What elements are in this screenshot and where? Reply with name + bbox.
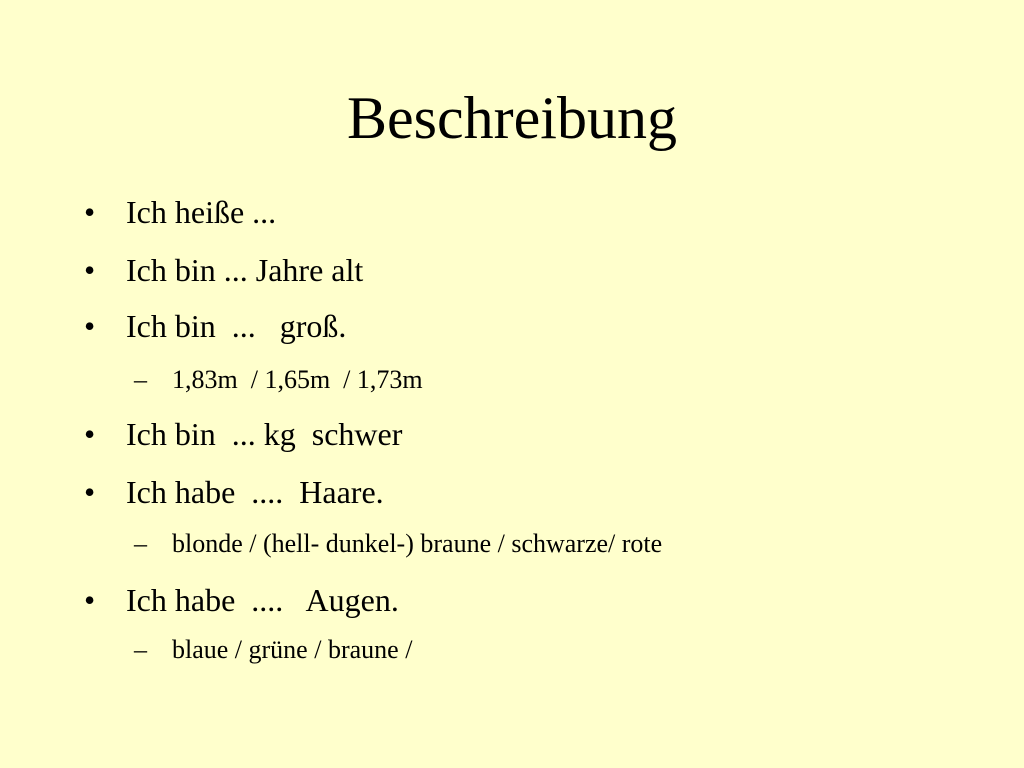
list-item: Ich bin ... groß. (126, 308, 347, 344)
bullet-marker: • (84, 308, 96, 344)
list-item: Ich bin ... kg schwer (126, 416, 403, 452)
list-item: Ich habe .... Augen. (126, 582, 399, 618)
sub-bullet-marker: – (134, 529, 147, 558)
bullet-marker: • (84, 582, 96, 618)
sub-bullet-marker: – (134, 365, 147, 394)
bullet-marker: • (84, 474, 96, 510)
bullet-marker: • (84, 194, 96, 230)
sub-list-item: blonde / (hell- dunkel-) braune / schwarze/ rote (172, 529, 663, 558)
sub-list-item: 1,83m / 1,65m / 1,73m (172, 365, 423, 394)
bullet-marker: • (84, 252, 96, 288)
list-item: Ich habe .... Haare. (126, 474, 384, 510)
sub-list-item: blaue / grüne / braune / (172, 635, 413, 664)
list-item: Ich heiße ... (126, 194, 277, 230)
list-item: Ich bin ... Jahre alt (126, 252, 364, 288)
slide-title: Beschreibung (347, 85, 677, 151)
bullet-marker: • (84, 416, 96, 452)
sub-bullet-marker: – (134, 635, 147, 664)
